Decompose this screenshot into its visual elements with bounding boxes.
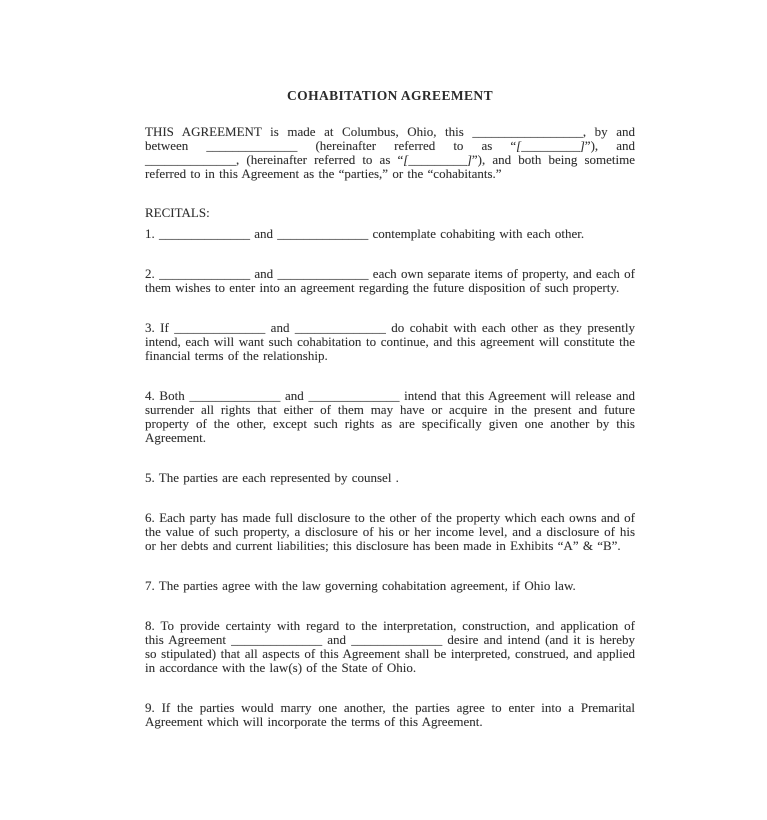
recital-number: 6.	[145, 510, 155, 525]
recital-item-2	[145, 267, 635, 295]
fill-in-blank-bracket-2: [_________]	[403, 152, 472, 167]
recital-number: 9.	[145, 700, 155, 715]
recital-text: The parties agree with the law governing cohabitation agreement, if Ohio law.	[158, 578, 576, 593]
recital-item-6	[145, 511, 635, 553]
recital-text: To provide certainty with regard to the interpretation, construction, and application of this Agreement ______________ and ______________ desire and intend (and it is hereby so stipulated) that all aspects of this Agreement shall be interpreted, construed, and applied in accordance with the law(s) of the State of Ohio.	[145, 618, 636, 675]
intro-paragraph	[145, 125, 635, 181]
recital-text: ______________ and ______________ contemplate cohabiting with each other.	[159, 226, 585, 241]
recital-number: 2.	[145, 266, 155, 281]
recital-number: 1.	[145, 226, 155, 241]
recital-number: 3.	[145, 320, 155, 335]
recital-item-7	[145, 579, 635, 593]
recital-item-1	[145, 227, 635, 241]
document-content	[145, 0, 635, 729]
recital-number: 5.	[145, 470, 155, 485]
document-title: COHABITATION AGREEMENT	[287, 88, 493, 103]
recital-item-8	[145, 619, 635, 675]
recital-number: 8.	[145, 618, 155, 633]
intro-text-2: ”), and ______________, (hereinafter referred to as “	[145, 138, 635, 167]
recitals-heading: RECITALS:	[145, 205, 210, 220]
recital-text: Both ______________ and ______________ intend that this Agreement will release and surrender all rights that either of them may have or acquire in the present and future property of the other, except such rights as are specifically given one another by this Agreement.	[145, 388, 635, 445]
recital-text: ______________ and ______________ each own separate items of property, and each of them wishes to enter into an agreement regarding the future disposition of such property.	[145, 266, 635, 295]
intro-text-1: THIS AGREEMENT is made at Columbus, Ohio, this _________________, by and between ______________ (hereinafter referred to as “	[145, 124, 635, 153]
recital-text: If ______________ and ______________ do cohabit with each other as they presently intend, each will want such cohabitation to continue, and this agreement will constitute the financial terms of the relationship.	[145, 320, 635, 363]
recital-text: The parties are each represented by counsel .	[158, 470, 399, 485]
recital-item-5	[145, 471, 635, 485]
recital-number: 4.	[145, 388, 155, 403]
recital-text: Each party has made full disclosure to the other of the property which each owns and of the value of such property, a disclosure of his or her income level, and a disclosure of his or her debts and current liabilities; this disclosure has been made in Exhibits “A” & “B”.	[145, 510, 636, 553]
recital-item-4	[145, 389, 635, 445]
recital-item-3	[145, 321, 635, 363]
recital-number: 7.	[145, 578, 155, 593]
fill-in-blank-bracket-1: [_________]	[516, 138, 585, 153]
intro-text-3: ”), and both being sometime referred to in this Agreement as the “parties,” or the “cohabitants.”	[145, 152, 635, 181]
recital-item-9	[145, 701, 635, 729]
recital-text: If the parties would marry one another, the parties agree to enter into a Premarital Agreement which will incorporate the terms of this Agreement.	[145, 700, 635, 729]
